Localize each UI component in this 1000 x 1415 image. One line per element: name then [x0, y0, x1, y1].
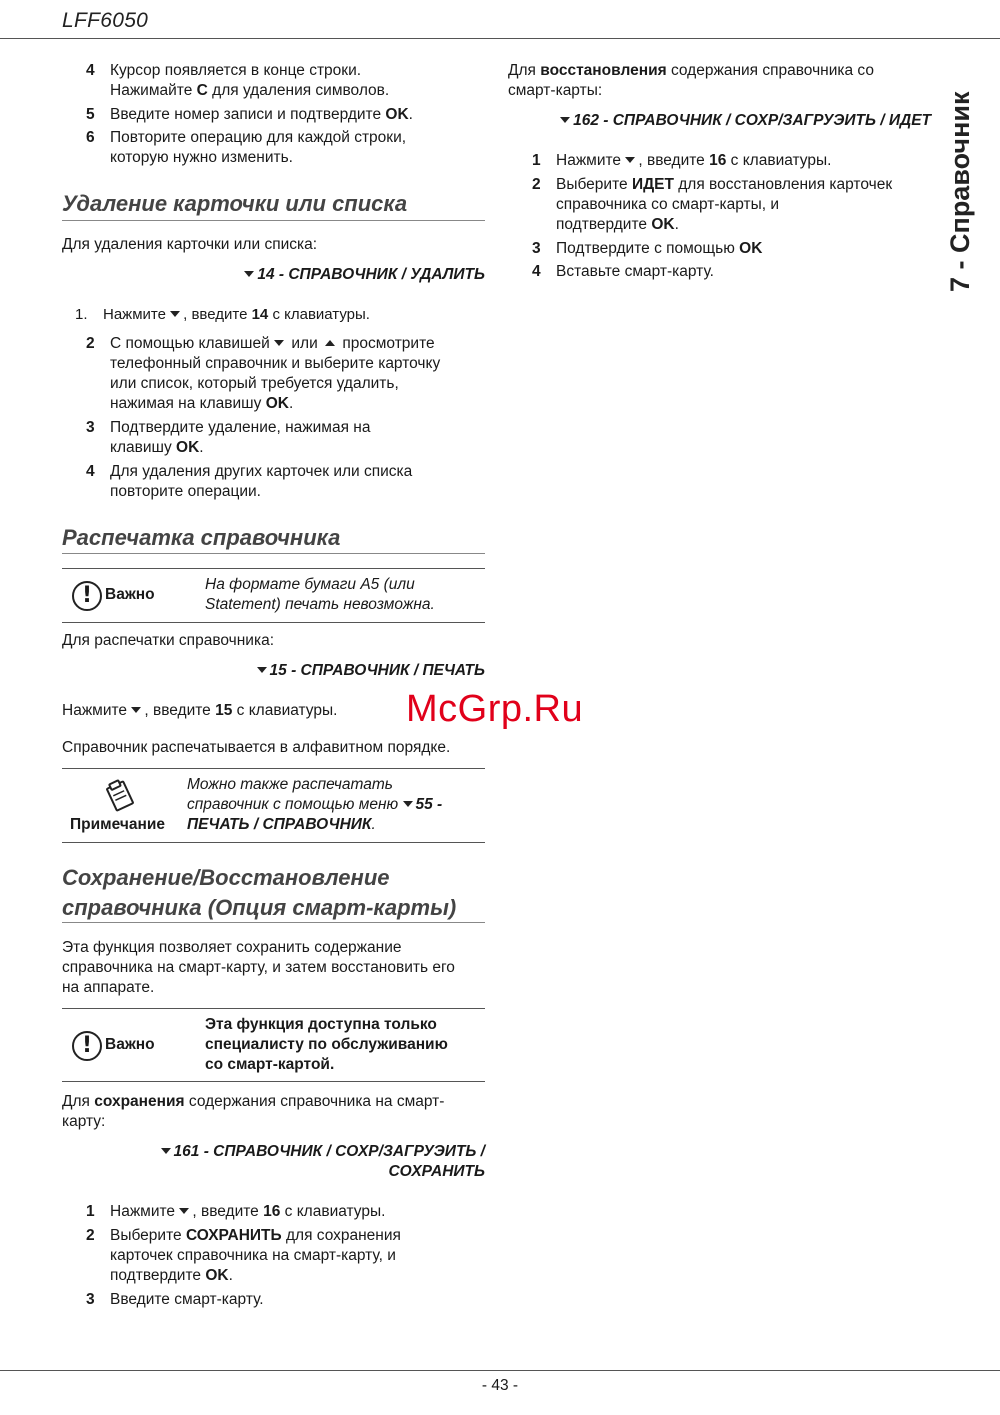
- down-arrow-icon: [179, 1208, 189, 1214]
- step-4-cursor: [86, 61, 506, 101]
- intro-text: смарт-карты:: [508, 82, 603, 99]
- step-text: просмотрите: [338, 335, 435, 352]
- box-rule-bottom: [62, 842, 485, 843]
- step-text: .: [408, 106, 413, 123]
- down-arrow-icon: [560, 117, 570, 123]
- step-text: Нажмите: [110, 1203, 180, 1220]
- important-line: специалисту по обслуживанию: [205, 1036, 448, 1053]
- step-number: 2: [532, 176, 541, 193]
- box-rule-bottom: [62, 622, 485, 623]
- down-arrow-icon: [131, 707, 141, 713]
- restore-step-1: [532, 151, 952, 171]
- smartcard-intro: [62, 938, 455, 998]
- step-text: телефонный справочник и выберите карточку: [110, 355, 441, 372]
- note-line: .: [371, 816, 376, 833]
- important-line: Statement) печать невозможна.: [205, 596, 435, 613]
- important-label: Важно: [105, 1036, 155, 1053]
- footer-rule: [0, 1370, 1000, 1371]
- step-text: Нажмите: [103, 306, 171, 323]
- delete-intro: Для удаления карточки или списка:: [62, 236, 318, 253]
- intro-text: карту:: [62, 1113, 106, 1130]
- step-text: для удаления символов.: [207, 82, 390, 99]
- key-ok: OK: [205, 1267, 229, 1284]
- step-5-enter-number: [86, 105, 506, 125]
- step-text: подтвердите: [110, 1267, 206, 1284]
- save-step-2: [86, 1226, 506, 1286]
- intro-text: Для: [62, 1093, 95, 1110]
- page-number: - 43 -: [481, 1377, 519, 1394]
- step-text: Нажмите: [62, 702, 132, 719]
- menu-path-text: СОХРАНИТЬ: [388, 1163, 485, 1180]
- delete-step-2: [86, 334, 506, 414]
- option-go: ИДЕТ: [631, 176, 674, 193]
- key-ok: OK: [385, 106, 409, 123]
- important-line: со смарт-картой.: [205, 1056, 335, 1073]
- step-text: Введите номер записи и подтвердите: [110, 106, 386, 123]
- menu-path-delete: [62, 265, 485, 285]
- step-text: .: [674, 216, 679, 233]
- save-step-1: [86, 1202, 506, 1222]
- important-line: На формате бумаги A5 (или: [205, 576, 415, 593]
- step-text: Нажимайте: [110, 82, 197, 99]
- menu-path-text: 162 - СПРАВОЧНИК / СОХР/ЗАГРУЭИТЬ / ИДЕТ: [573, 112, 931, 129]
- menu-path-restore: [508, 111, 931, 131]
- step-text: Выберите: [556, 176, 632, 193]
- step-text: Нажмите: [556, 152, 626, 169]
- box-rule-bottom: [62, 1081, 485, 1082]
- exclamation-icon: !: [72, 1031, 102, 1061]
- step-number: 1: [532, 152, 541, 169]
- down-arrow-icon: [244, 271, 254, 277]
- box-rule-top: [62, 568, 485, 569]
- step-text: Повторите операцию для каждой строки,: [110, 129, 407, 146]
- note-menu-path: ПЕЧАТЬ / СПРАВОЧНИК: [187, 816, 372, 833]
- exclamation-icon: !: [72, 581, 102, 611]
- restore-step-3: [532, 239, 932, 259]
- step-number: 3: [86, 419, 95, 436]
- down-arrow-icon: [403, 801, 413, 807]
- important-line: Эта функция доступна только: [205, 1016, 437, 1033]
- step-text: .: [288, 395, 294, 412]
- step-text: , введите: [144, 702, 216, 719]
- print-press: [62, 701, 337, 721]
- section-title-line: Сохранение/Восстановление: [62, 865, 390, 890]
- step-number: 2: [86, 1227, 95, 1244]
- down-arrow-icon: [625, 157, 635, 163]
- section-title-smartcard: [62, 863, 456, 923]
- code-15: 15: [215, 702, 233, 719]
- note-text: [187, 775, 442, 835]
- down-arrow-icon: [161, 1148, 171, 1154]
- down-arrow-icon: [170, 311, 180, 317]
- step-text: которую нужно изменить.: [110, 149, 293, 166]
- code-14: 14: [251, 306, 269, 323]
- intro-text: содержания справочника со: [666, 62, 874, 79]
- intro-line: на аппарате.: [62, 979, 155, 996]
- save-intro: [62, 1092, 444, 1132]
- intro-bold: сохранения: [94, 1093, 185, 1110]
- intro-text: содержания справочника на смарт-: [184, 1093, 445, 1110]
- restore-step-4: [532, 262, 932, 282]
- step-number: 1: [86, 1203, 95, 1220]
- note-label: Примечание: [70, 816, 165, 833]
- step-text: .: [199, 439, 204, 456]
- delete-step-4: [86, 462, 506, 502]
- important-text: [205, 575, 435, 615]
- box-rule-top: [62, 768, 485, 769]
- section-title-print: Распечатка справочника: [62, 525, 341, 550]
- step-text: Выберите: [110, 1227, 186, 1244]
- step-text: или: [287, 335, 323, 352]
- down-arrow-icon: [257, 667, 267, 673]
- menu-path-text: 14 - СПРАВОЧНИК / УДАЛИТЬ: [257, 266, 485, 283]
- box-rule-top: [62, 1008, 485, 1009]
- step-text: С помощью клавишей: [110, 335, 275, 352]
- header-title: LFF6050: [62, 9, 149, 32]
- intro-bold: восстановления: [540, 62, 667, 79]
- step-number: 5: [86, 106, 95, 123]
- intro-line: Эта функция позволяет сохранить содержание: [62, 939, 402, 956]
- key-ok: OK: [651, 216, 675, 233]
- menu-path-print: [62, 661, 485, 681]
- note-menu-code: 55 -: [415, 796, 443, 813]
- key-ok: OK: [739, 240, 763, 257]
- step-number: 4: [86, 463, 95, 480]
- delete-step-3: [86, 418, 506, 458]
- step-text: повторите операции.: [110, 483, 261, 500]
- step-text: .: [228, 1267, 233, 1284]
- code-16: 16: [263, 1203, 281, 1220]
- up-arrow-icon: [325, 340, 335, 346]
- key-ok: OK: [265, 395, 289, 412]
- step-text: нажимая на клавишу: [110, 395, 266, 412]
- step-text: Для удаления других карточек или списка: [110, 463, 413, 480]
- step-text: с клавиатуры.: [232, 702, 338, 719]
- step-text: Вставьте смарт-карту.: [556, 263, 714, 280]
- important-label: Важно: [105, 586, 155, 603]
- step-number: 4: [86, 62, 95, 79]
- step-number: 3: [86, 1291, 95, 1308]
- header-rule: [0, 38, 1000, 39]
- step-text: для сохранения: [281, 1227, 401, 1244]
- save-step-3: [86, 1290, 506, 1310]
- section-title-line: справочника (Опция смарт-карты): [62, 895, 457, 920]
- menu-path-text: 15 - СПРАВОЧНИК / ПЕЧАТЬ: [269, 662, 485, 679]
- restore-intro: [508, 61, 874, 101]
- step-text: , введите: [638, 152, 710, 169]
- option-save: СОХРАНИТЬ: [185, 1227, 282, 1244]
- step-text: с клавиатуры.: [280, 1203, 386, 1220]
- important-text: [205, 1015, 448, 1075]
- menu-path-save: [62, 1142, 485, 1182]
- step-text: , введите: [192, 1203, 264, 1220]
- chapter-side-tab: 7 - Справочник: [945, 91, 975, 292]
- step-text: с клавиатуры.: [268, 306, 370, 323]
- step-number: 1.: [75, 306, 88, 323]
- print-intro: Для распечатки справочника:: [62, 632, 274, 649]
- section-rule: [62, 922, 485, 923]
- code-16: 16: [709, 152, 727, 169]
- section-rule: [62, 553, 485, 554]
- step-text: или список, который требуется удалить,: [110, 375, 399, 392]
- delete-step-1: [75, 305, 495, 325]
- key-ok: OK: [176, 439, 200, 456]
- step-text: Введите смарт-карту.: [110, 1291, 264, 1308]
- watermark: McGrp.Ru: [406, 688, 584, 730]
- print-sorted: Справочник распечатывается в алфавитном порядке.: [62, 739, 451, 756]
- note-line: справочник с помощью меню: [187, 796, 403, 813]
- menu-path-text: 161 - СПРАВОЧНИК / СОХР/ЗАГРУЭИТЬ /: [173, 1143, 485, 1160]
- step-number: 6: [86, 129, 95, 146]
- clipboard-note-icon: [100, 778, 140, 814]
- step-number: 2: [86, 335, 95, 352]
- step-text: справочника со смарт-карты, и: [556, 196, 780, 213]
- restore-step-2: [532, 175, 932, 235]
- down-arrow-icon: [274, 340, 284, 346]
- step-text: Подтвердите с помощью: [556, 240, 740, 257]
- step-text: Курсор появляется в конце строки.: [110, 62, 362, 79]
- step-text: клавишу: [110, 439, 177, 456]
- intro-line: справочника на смарт-карту, и затем восстановить его: [62, 959, 455, 976]
- step-text: Подтвердите удаление, нажимая на: [110, 419, 371, 436]
- step-text: с клавиатуры.: [726, 152, 832, 169]
- step-text: для восстановления карточек: [673, 176, 893, 193]
- section-rule: [62, 220, 485, 221]
- step-text: карточек справочника на смарт-карту, и: [110, 1247, 396, 1264]
- note-line: Можно также распечатать: [187, 776, 393, 793]
- section-title-delete: Удаление карточки или списка: [62, 191, 408, 216]
- step-text: подтвердите: [556, 216, 652, 233]
- step-number: 3: [532, 240, 541, 257]
- step-6-repeat: [86, 128, 506, 168]
- intro-text: Для: [508, 62, 541, 79]
- key-c: C: [196, 82, 208, 99]
- step-text: , введите: [183, 306, 252, 323]
- step-number: 4: [532, 263, 541, 280]
